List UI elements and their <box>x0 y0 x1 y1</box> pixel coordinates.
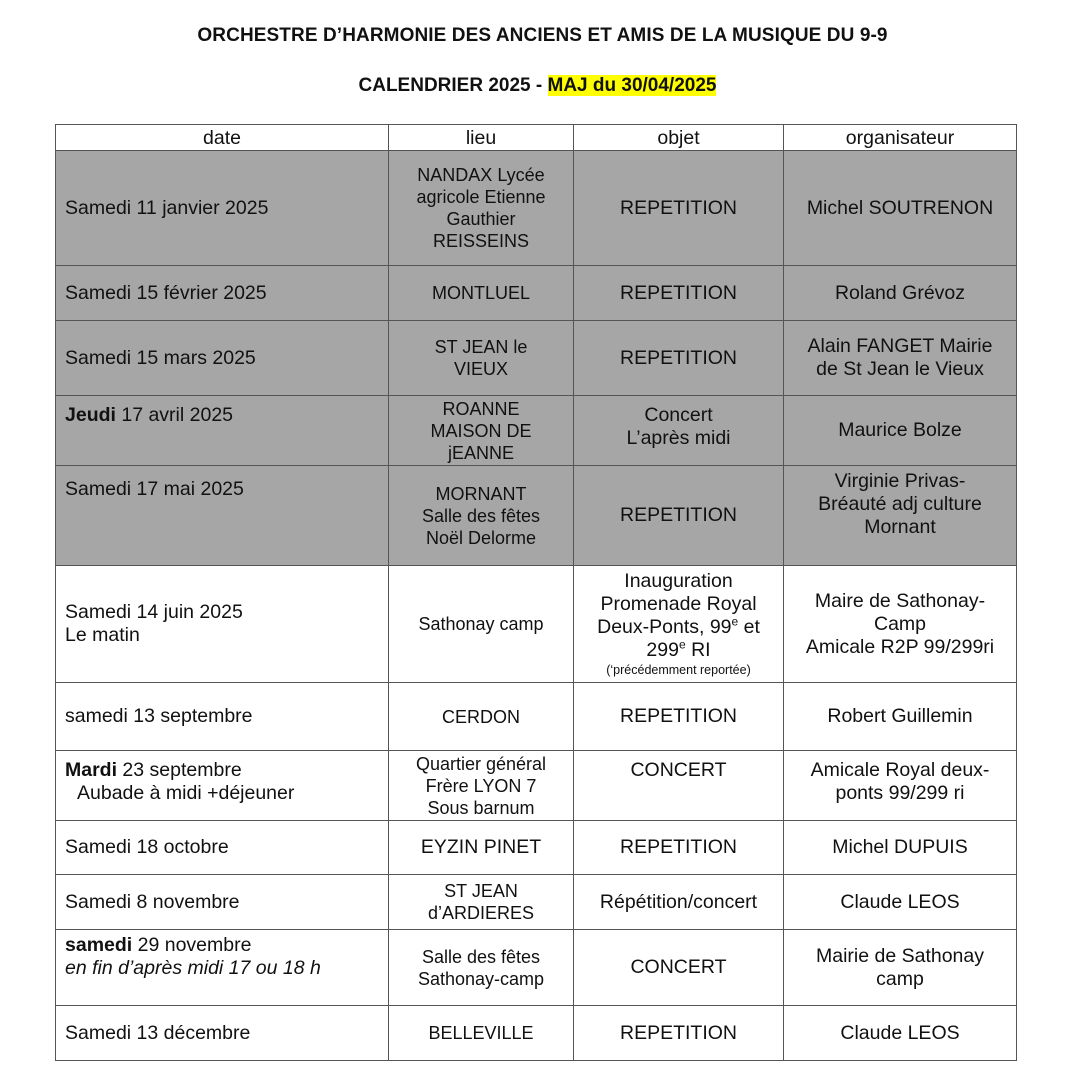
date-subtext: Le matin <box>65 624 140 646</box>
organisateur-line: Amicale Royal deux- <box>810 759 990 781</box>
organisateur-cell <box>784 821 1017 875</box>
date-text: samedi 13 septembre <box>65 705 253 727</box>
organisateur-cell <box>784 321 1017 396</box>
lieu-line: d’ARDIERES <box>427 903 535 923</box>
table-row <box>56 266 1017 321</box>
lieu-line: NANDAX Lycée <box>417 165 545 185</box>
organisateur-line: Michel DUPUIS <box>832 836 968 858</box>
objet-cell <box>574 266 784 321</box>
lieu-cell <box>389 930 574 1006</box>
table-row <box>56 821 1017 875</box>
objet-line: Concert <box>644 404 713 426</box>
lieu-line: jEANNE <box>447 442 514 463</box>
document-title: ORCHESTRE D’HARMONIE DES ANCIENS ET AMIS DE LA MUSIQUE DU 9-9 <box>197 25 888 46</box>
date-cell <box>56 151 389 266</box>
date-cell <box>56 821 389 875</box>
objet-line: REPETITION <box>619 281 737 304</box>
objet-cell <box>574 151 784 266</box>
organisateur-line: Alain FANGET Mairie <box>807 335 993 357</box>
document-subtitle <box>0 75 1070 97</box>
lieu-cell <box>389 266 574 321</box>
lieu-cell <box>389 396 574 466</box>
objet-line: CONCERT <box>630 759 727 781</box>
organisateur-cell <box>784 751 1017 821</box>
date-text: 23 septembre <box>117 759 242 781</box>
table-row <box>56 751 1017 821</box>
objet-text: 299 <box>646 639 679 661</box>
date-text: Samedi 17 mai 2025 <box>65 478 244 500</box>
date-line <box>65 934 384 957</box>
objet-line: REPETITION <box>619 504 737 526</box>
date-subtext: en fin d’après midi 17 ou 18 h <box>65 957 321 979</box>
organisateur-cell <box>784 566 1017 683</box>
calendar-table <box>55 124 1017 1061</box>
organisateur-line: Mairie de Sathonay <box>815 944 985 967</box>
lieu-line: VIEUX <box>453 359 509 379</box>
objet-cell <box>574 321 784 396</box>
organisateur-cell <box>784 683 1017 751</box>
objet-line <box>578 639 779 662</box>
objet-cell <box>574 466 784 566</box>
superscript: e <box>731 614 739 629</box>
table-row <box>56 566 1017 683</box>
objet-line <box>578 616 779 639</box>
organisateur-line: ponts 99/299 ri <box>835 782 965 804</box>
objet-line: CONCERT <box>630 956 727 978</box>
objet-cell <box>574 821 784 875</box>
update-date-highlight: MAJ du 30/04/2025 <box>547 75 717 96</box>
organisateur-cell <box>784 875 1017 930</box>
lieu-cell <box>389 751 574 821</box>
objet-line: Promenade Royal <box>600 593 757 615</box>
table-row <box>56 875 1017 930</box>
lieu-line: REISSEINS <box>432 231 530 251</box>
lieu-line: MORNANT <box>435 483 527 504</box>
date-cell <box>56 321 389 396</box>
lieu-line: Frère LYON 7 <box>425 775 537 796</box>
objet-line: REPETITION <box>619 196 737 219</box>
objet-line: REPETITION <box>619 1021 737 1044</box>
objet-line: REPETITION <box>619 346 737 369</box>
weekday-bold: samedi <box>65 934 133 956</box>
date-cell <box>56 266 389 321</box>
lieu-cell <box>389 466 574 566</box>
lieu-line: Sathonay-camp <box>417 968 545 989</box>
organisateur-line: Maire de Sathonay- <box>814 589 986 612</box>
date-text: Samedi 14 juin 2025 <box>65 601 243 623</box>
table-header-row <box>56 125 1017 151</box>
date-cell <box>56 1006 389 1061</box>
objet-cell <box>574 566 784 683</box>
table-row <box>56 930 1017 1006</box>
date-text: Samedi 11 janvier 2025 <box>65 196 269 219</box>
lieu-line: Salle des fêtes <box>421 946 541 967</box>
lieu-line: EYZIN PINET <box>420 836 542 858</box>
weekday-bold: Jeudi <box>65 404 116 426</box>
organisateur-line: de St Jean le Vieux <box>816 358 984 380</box>
objet-cell <box>574 683 784 751</box>
date-cell <box>56 396 389 466</box>
date-cell <box>56 566 389 683</box>
lieu-cell <box>389 566 574 683</box>
organisateur-line: Camp <box>873 612 927 635</box>
objet-text: RI <box>685 639 711 661</box>
date-cell <box>56 875 389 930</box>
organisateur-line: Mornant <box>864 516 936 538</box>
organisateur-cell <box>784 930 1017 1006</box>
lieu-cell <box>389 1006 574 1061</box>
organisateur-cell <box>784 151 1017 266</box>
lieu-line: MAISON DE <box>430 420 532 441</box>
objet-text: Deux-Ponts, 99 <box>597 616 732 638</box>
date-text: Samedi 18 octobre <box>65 836 229 858</box>
organisateur-line: Virginie Privas- <box>834 470 966 492</box>
objet-line: REPETITION <box>619 836 737 858</box>
superscript: e <box>678 637 686 652</box>
column-header-objet: objet <box>574 125 784 151</box>
organisateur-line: camp <box>876 967 924 990</box>
table-row <box>56 1006 1017 1061</box>
date-text: 29 novembre <box>132 934 252 956</box>
lieu-cell <box>389 683 574 751</box>
date-text: Samedi 15 mars 2025 <box>65 346 256 369</box>
lieu-cell <box>389 321 574 396</box>
organisateur-line: Maurice Bolze <box>838 419 962 441</box>
objet-line: Inauguration <box>624 570 733 592</box>
lieu-line: CERDON <box>441 706 520 727</box>
objet-cell <box>574 930 784 1006</box>
organisateur-cell <box>784 266 1017 321</box>
column-header-organisateur: organisateur <box>784 125 1017 151</box>
lieu-cell <box>389 821 574 875</box>
table-row <box>56 466 1017 566</box>
lieu-cell <box>389 875 574 930</box>
objet-text: et <box>738 616 760 638</box>
date-cell <box>56 683 389 751</box>
objet-cell <box>574 396 784 466</box>
column-header-lieu: lieu <box>389 125 574 151</box>
date-subtext: Aubade à midi +déjeuner <box>77 782 295 804</box>
column-header-date: date <box>56 125 389 151</box>
date-text: Samedi 13 décembre <box>65 1021 251 1044</box>
lieu-line: ST JEAN le <box>434 337 528 357</box>
lieu-line: Noël Delorme <box>425 527 537 548</box>
lieu-line: Sathonay camp <box>418 614 544 634</box>
lieu-line: MONTLUEL <box>431 283 530 303</box>
subtitle-prefix: CALENDRIER 2025 - <box>358 75 548 96</box>
organisateur-line: Amicale R2P 99/299ri <box>805 635 995 658</box>
table-row <box>56 683 1017 751</box>
objet-line: REPETITION <box>619 705 737 727</box>
lieu-line: Salle des fêtes <box>421 505 541 526</box>
table-row <box>56 321 1017 396</box>
organisateur-line: Roland Grévoz <box>834 281 966 304</box>
lieu-line: Sous barnum <box>427 797 535 818</box>
objet-note: (‘précédemment reportée) <box>606 663 751 677</box>
date-text: Samedi 8 novembre <box>65 890 240 913</box>
lieu-cell <box>389 151 574 266</box>
objet-line: L’après midi <box>626 427 731 449</box>
objet-cell <box>574 751 784 821</box>
table-row <box>56 396 1017 466</box>
date-cell <box>56 751 389 821</box>
organisateur-cell <box>784 1006 1017 1061</box>
date-text: 17 avril 2025 <box>115 404 234 426</box>
lieu-line: ST JEAN <box>444 881 518 901</box>
organisateur-line: Claude LEOS <box>840 1021 960 1044</box>
lieu-line: BELLEVILLE <box>428 1023 534 1043</box>
organisateur-cell <box>784 466 1017 566</box>
organisateur-line: Bréauté adj culture <box>818 493 982 515</box>
lieu-line: agricole Etienne <box>416 187 546 207</box>
organisateur-line: Michel SOUTRENON <box>806 196 994 219</box>
organisateur-cell <box>784 396 1017 466</box>
objet-cell <box>574 875 784 930</box>
organisateur-line: Robert Guillemin <box>827 705 973 727</box>
lieu-line: Quartier général <box>415 753 547 774</box>
lieu-line: ROANNE <box>442 398 520 419</box>
date-line <box>65 759 384 782</box>
table-row <box>56 151 1017 266</box>
objet-cell <box>574 1006 784 1061</box>
organisateur-line: Claude LEOS <box>840 890 960 913</box>
date-cell <box>56 930 389 1006</box>
date-cell <box>56 466 389 566</box>
lieu-line: Gauthier <box>446 209 516 229</box>
objet-line: Répétition/concert <box>599 890 758 913</box>
weekday-bold: Mardi <box>65 759 118 781</box>
date-text: Samedi 15 février 2025 <box>65 281 267 304</box>
